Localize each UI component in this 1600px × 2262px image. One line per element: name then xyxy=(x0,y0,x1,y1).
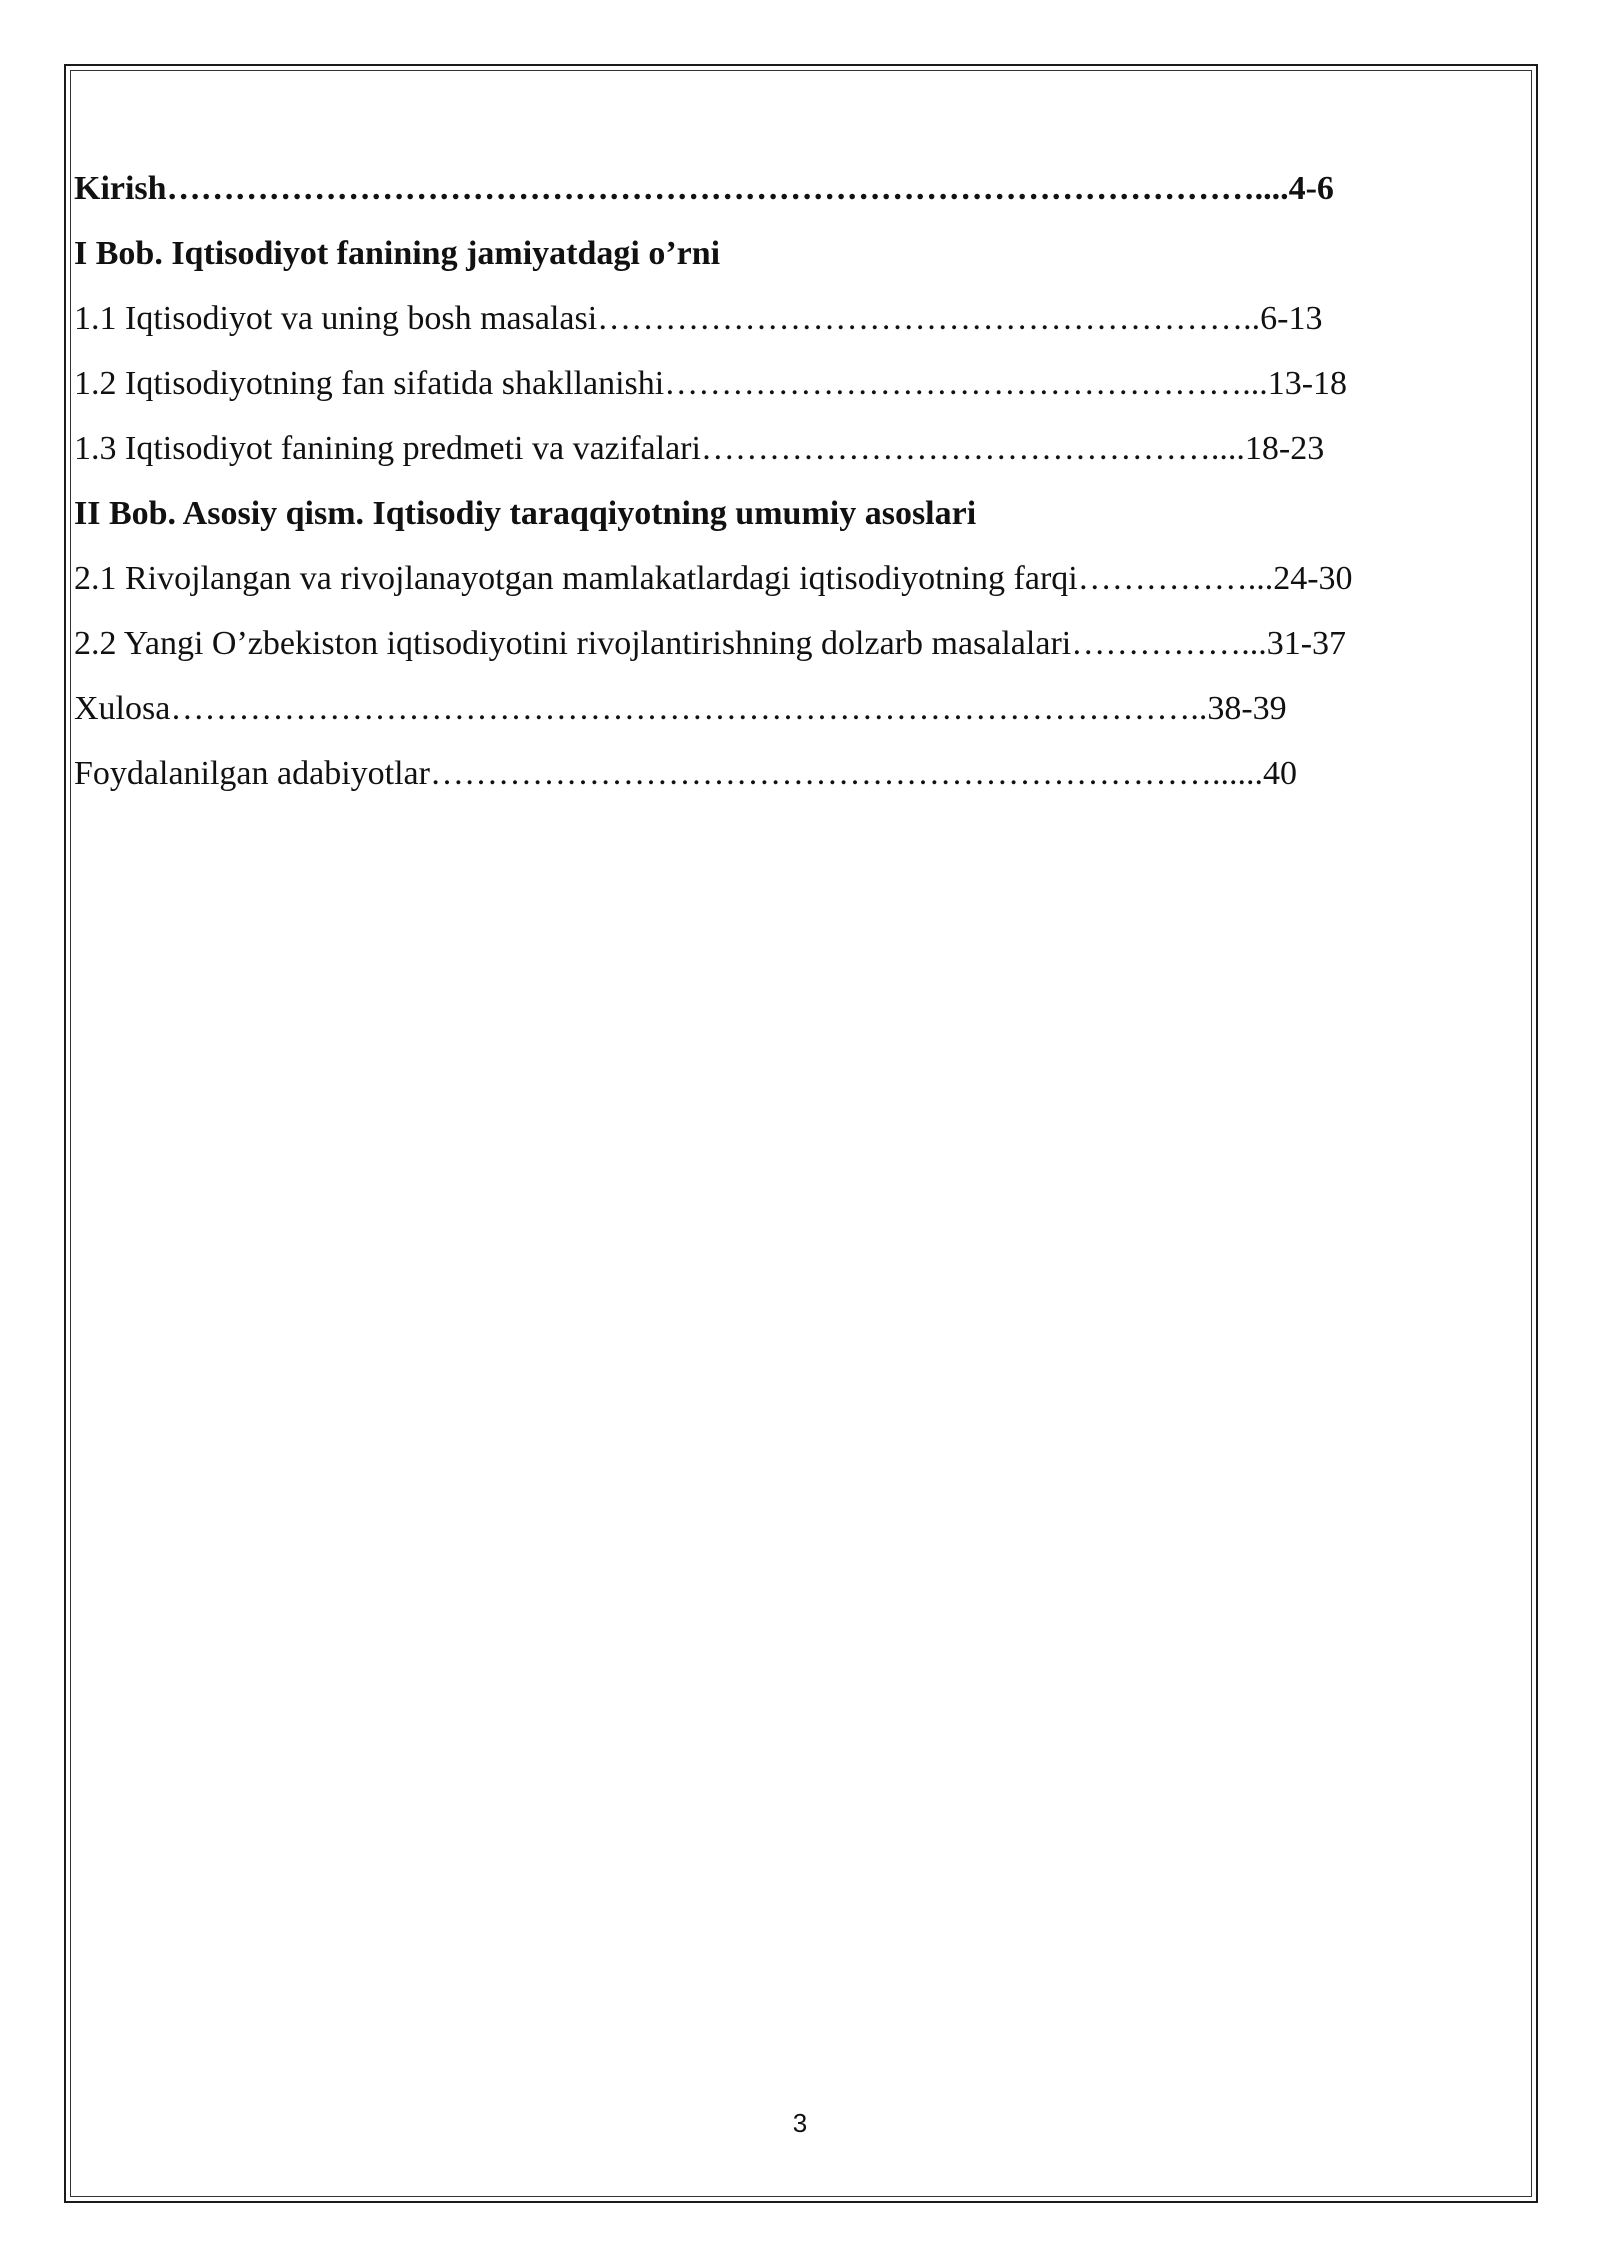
toc-entry-1-2: 1.2 Iqtisodiyotning fan sifatida shakllanishi……………………………………………...13-18 xyxy=(74,365,1348,402)
table-of-contents xyxy=(74,163,1506,813)
toc-heading-chapter-2: II Bob. Asosiy qism. Iqtisodiy taraqqiyotning umumiy asoslari xyxy=(74,495,977,532)
toc-entry-2-1: 2.1 Rivojlangan va rivojlanayotgan mamlakatlardagi iqtisodiyotning farqi……………...24-30 xyxy=(74,560,1353,597)
toc-entry-1-1: 1.1 Iqtisodiyot va uning bosh masalasi…………………………………………………..6-13 xyxy=(74,300,1323,337)
toc-entry-kirish: Kirish……………………………………………………………………………………....4-6 xyxy=(74,170,1334,207)
toc-entry-xulosa: Xulosa………………………………………………………………………………..38-39 xyxy=(74,690,1287,727)
toc-entry-2-2: 2.2 Yangi O’zbekiston iqtisodiyotini rivojlantirishning dolzarb masalalari……………...31-37 xyxy=(74,625,1347,662)
page-number: 3 xyxy=(792,2108,808,2138)
toc-entry-adabiyotlar: Foydalanilgan adabiyotlar……………………………………………………………......40 xyxy=(74,755,1297,792)
toc-entry-1-3: 1.3 Iqtisodiyot fanining predmeti va vazifalari………………………………………....18-23 xyxy=(74,430,1325,467)
toc-heading-chapter-1: I Bob. Iqtisodiyot fanining jamiyatdagi o’rni xyxy=(74,235,721,272)
